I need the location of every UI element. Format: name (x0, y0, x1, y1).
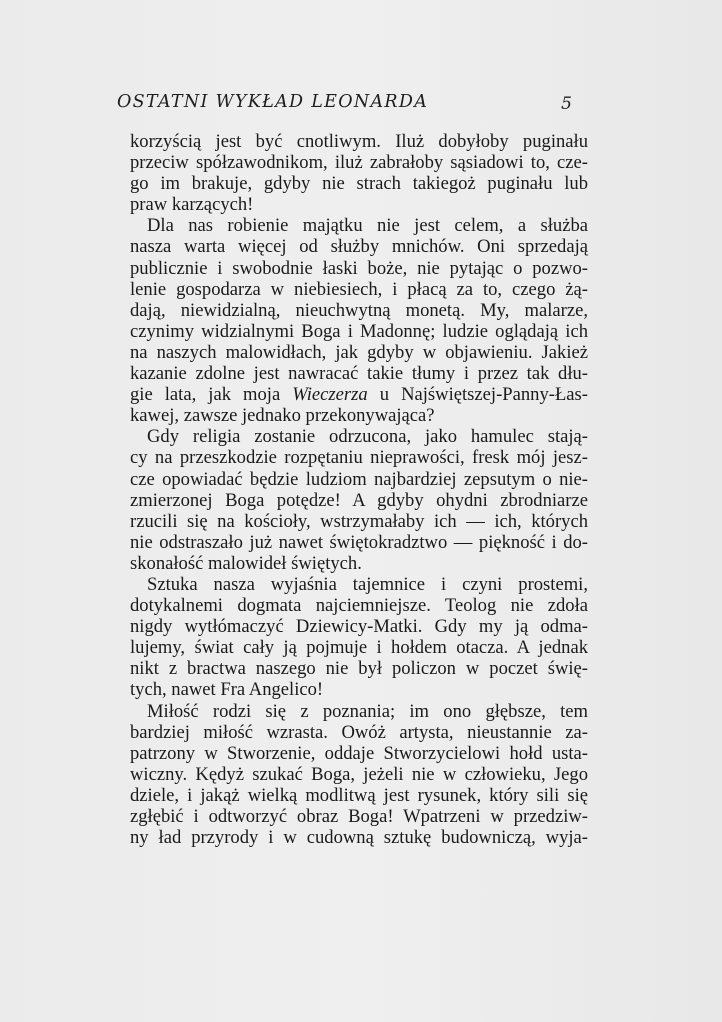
text-line: lenie gospodarza w niebiesiech, i płacą za to, czego żą- (130, 278, 588, 300)
text-line: nasza warta więcej od służby mnichów. Oni sprzedają (130, 236, 588, 258)
text-segment: gie lata, jak moja (130, 384, 293, 406)
running-head (117, 92, 572, 116)
paragraph-5 (130, 701, 588, 849)
text-line: nigdy wytłómaczyć Dziewicy-Matki. Gdy my ją odma- (130, 616, 588, 638)
text-line: nikt z bractwa naszego nie był policzon w poczet świę- (130, 658, 588, 680)
text-line: tych, nawet Fra Angelico! (130, 679, 324, 701)
text-line: Gdy religia zostanie odrzucona, jako hamulec stają- (147, 426, 588, 448)
text-line: dotykalnemi dogmata najciemniejsze. Teolog nie zdoła (130, 595, 588, 617)
text-line: Miłość rodzi się z poznania; im ono głębsze, tem (147, 700, 588, 722)
text-line: ny ład przyrody i w cudowną sztukę budowniczą, wyja- (130, 827, 588, 849)
text-line: kawej, zawsze jednako przekonywająca? (130, 405, 435, 427)
page-number: 5 (561, 94, 572, 114)
paragraph-2 (130, 215, 588, 426)
text-line: nie odstraszało już nawet świętokradztwo — piękność i do- (130, 531, 588, 553)
text-line: Dla nas robienie majątku nie jest celem, a służba (147, 215, 588, 237)
text-line: zgłębić i odtworzyć obraz Boga! Wpatrzeni w przedziw- (130, 806, 588, 827)
text-line: patrzony w Stworzenie, oddaje Stworzycielowi hołd usta- (130, 742, 588, 764)
text-line: publicznie i swobodnie łaski boże, nie pytając o pozwo- (130, 257, 588, 279)
text-line: dziele, i jakąż wielką modlitwą jest rysunek, który sili się (130, 784, 588, 806)
text-line: cze opowiadać będzie ludziom najbardziej zepsutym o nie- (130, 468, 588, 490)
italic-title-wieczerza: Wieczerza (292, 384, 368, 406)
text-line: czynimy widzialnymi Boga i Madonnę; ludzie oglądają ich (130, 320, 588, 342)
text-line: dają, niewidzialną, nieuchwytną monetą. My, malarze, (130, 299, 588, 321)
text-line: Sztuka nasza wyjaśnia tajemnice i czyni prostemi, (147, 573, 588, 595)
text-segment: u Najświętszej-Panny-Łas- (367, 384, 588, 406)
text-line: lujemy, świat cały ją pojmuje i hołdem otacza. A jednak (130, 637, 588, 659)
text-line: cy na przeszkodzie rozpętaniu nieprawości, fresk mój jesz- (130, 447, 588, 469)
text-line: bardziej miłość wzrasta. Owóż artysta, nieustannie za- (130, 721, 588, 743)
text-line: wiczny. Kędyż szukać Boga, jeżeli nie w człowieku, Jego (130, 763, 588, 785)
running-title: OSTATNI WYKŁAD LEONARDA (117, 92, 429, 112)
text-line-with-italic (130, 384, 588, 405)
paragraph-1 (130, 131, 588, 215)
paragraph-4 (130, 574, 588, 701)
text-line: zmierzonej Boga potędze! A gdyby ohydni zbrodniarze (130, 489, 588, 511)
text-line: skonałość malowideł świętych. (130, 552, 362, 574)
text-line: przeciw spółzawodnikom, iluż zabrałoby sąsiadowi to, cze- (130, 152, 588, 174)
body-text (130, 131, 588, 848)
text-line: rzucili się na kościoły, wstrzymałaby ich — ich, których (130, 510, 588, 532)
text-line: korzyścią jest być cnotliwym. Iluż dobyłoby puginału (130, 131, 588, 152)
paragraph-3 (130, 426, 588, 574)
text-line: na naszych malowidłach, jak gdyby w objawieniu. Jakież (130, 341, 588, 363)
text-line: go im brakuje, gdyby nie strach takiegoż puginału lub (130, 173, 588, 195)
text-line: praw karzących! (130, 194, 254, 216)
text-line: kazanie zdolne jest nawracać takie tłumy i przez tak dłu- (130, 363, 588, 385)
